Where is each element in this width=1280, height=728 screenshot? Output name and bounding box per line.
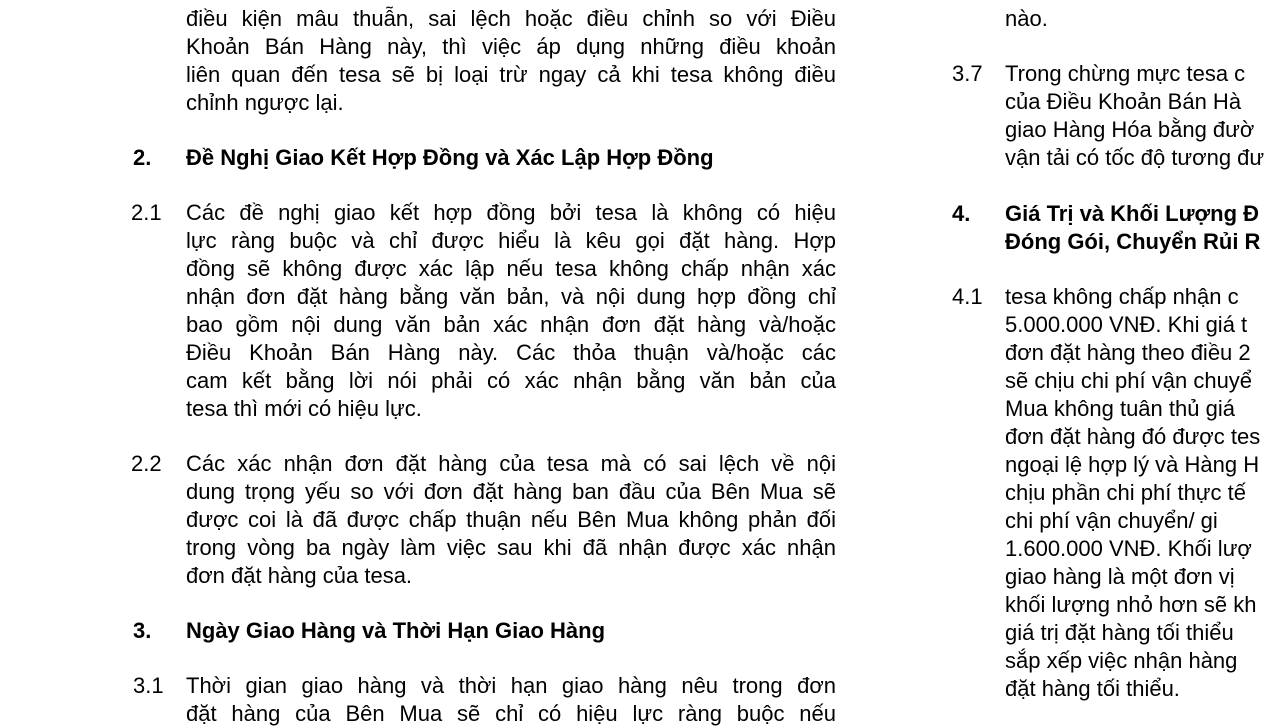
text-line: 1.600.000 VNĐ. Khối lượ [1005, 536, 1252, 561]
heading-line: Giá Trị và Khối Lượng Đ [1005, 201, 1260, 226]
right-top-fragment [1005, 5, 1280, 33]
text-line: sẽ chịu chi phí vận chuyể [1005, 368, 1253, 393]
clause-2-1-text [186, 199, 836, 423]
text-line: nào. [1005, 6, 1048, 31]
text-line: đơn đặt hàng đó được tes [1005, 424, 1261, 449]
text-line: cam kết bằng lời nói phải có xác nhận bằng văn bản của [186, 368, 836, 393]
text-line: được coi là đã được chấp thuận nếu Bên Mua không phản đối [186, 507, 836, 532]
clause-3-7-number: 3.7 [952, 61, 983, 86]
clause-2-1-number: 2.1 [131, 200, 162, 225]
text-line: Các đề nghị giao kết hợp đồng bởi tesa là không có hiệu [186, 200, 836, 225]
section-4-heading [1005, 200, 1280, 256]
text-line: giao Hàng Hóa bằng đườ [1005, 117, 1255, 142]
text-line: điều kiện mâu thuẫn, sai lệch hoặc điều chỉnh so với Điều [186, 6, 836, 31]
text-line: sắp xếp việc nhận hàng [1005, 648, 1238, 673]
text-line: giá trị đặt hàng tối thiểu [1005, 620, 1234, 645]
clause-2-2-text [186, 450, 836, 590]
text-line: giao hàng là một đơn vị [1005, 564, 1235, 589]
text-line: ngoại lệ hợp lý và Hàng H [1005, 452, 1260, 477]
text-line: Các xác nhận đơn đặt hàng của tesa mà có sai lệch về nội [186, 451, 836, 476]
text-line: Trong chừng mực tesa c [1005, 61, 1246, 86]
text-line: lực ràng buộc và chỉ được hiểu là kêu gọi đặt hàng. Hợp [186, 228, 836, 253]
text-line: chịu phần chi phí thực tế [1005, 480, 1246, 505]
text-line: đặt hàng của Bên Mua sẽ chỉ có hiệu lực ràng buộc nếu [186, 701, 836, 726]
clause-3-1-number: 3.1 [133, 673, 164, 698]
section-3-number: 3. [133, 618, 152, 643]
text-line: Điều Khoản Bán Hàng này. Các thỏa thuận và/hoặc các [186, 340, 836, 365]
right-column [940, 0, 1280, 720]
text-line: nhận đơn đặt hàng bằng văn bản, và nội dung hợp đồng chỉ [186, 284, 836, 309]
text-line: tesa thì mới có hiệu lực. [186, 396, 422, 421]
text-line: chi phí vận chuyển/ gi [1005, 508, 1218, 533]
text-line: đặt hàng tối thiểu. [1005, 676, 1180, 701]
text-line: của Điều Khoản Bán Hà [1005, 89, 1242, 114]
text-line: dung trọng yếu so với đơn đặt hàng ban đầu của Bên Mua sẽ [186, 479, 836, 504]
intro-paragraph [186, 5, 836, 117]
section-2-number: 2. [133, 145, 152, 170]
clause-4-1-number: 4.1 [952, 284, 983, 309]
section-4-number: 4. [952, 201, 971, 226]
text-line: liên quan đến tesa sẽ bị loại trừ ngay cả khi tesa không điều [186, 62, 836, 87]
text-line: tesa không chấp nhận c [1005, 284, 1239, 309]
clause-2-2-number: 2.2 [131, 451, 162, 476]
text-line: đồng sẽ không được xác lập nếu tesa không chấp nhận xác [186, 256, 836, 281]
text-line: Thời gian giao hàng và thời hạn giao hàng nêu trong đơn [186, 673, 836, 698]
section-2-heading: Đề Nghị Giao Kết Hợp Đồng và Xác Lập Hợp Đồng [186, 145, 714, 170]
text-line: khối lượng nhỏ hơn sẽ kh [1005, 592, 1257, 617]
text-line: Mua không tuân thủ giá [1005, 396, 1235, 421]
text-line: Khoản Bán Hàng này, thì việc áp dụng những điều khoản [186, 34, 836, 59]
text-line: đơn đặt hàng của tesa. [186, 563, 413, 588]
text-line: đơn đặt hàng theo điều 2 [1005, 340, 1251, 365]
text-line: 5.000.000 VNĐ. Khi giá t [1005, 312, 1248, 337]
text-line: vận tải có tốc độ tương đư [1005, 145, 1265, 170]
section-3-heading: Ngày Giao Hàng và Thời Hạn Giao Hàng [186, 618, 606, 643]
text-line: chỉnh ngược lại. [186, 90, 344, 115]
text-line: trong vòng ba ngày làm việc sau khi đã nhận được xác nhận [186, 535, 836, 560]
clause-3-7-text [1005, 60, 1280, 172]
clause-4-1-text [1005, 283, 1280, 703]
heading-line: Đóng Gói, Chuyển Rủi R [1005, 229, 1261, 254]
text-line: bao gồm nội dung văn bản xác nhận đơn đặt hàng và/hoặc [186, 312, 836, 337]
